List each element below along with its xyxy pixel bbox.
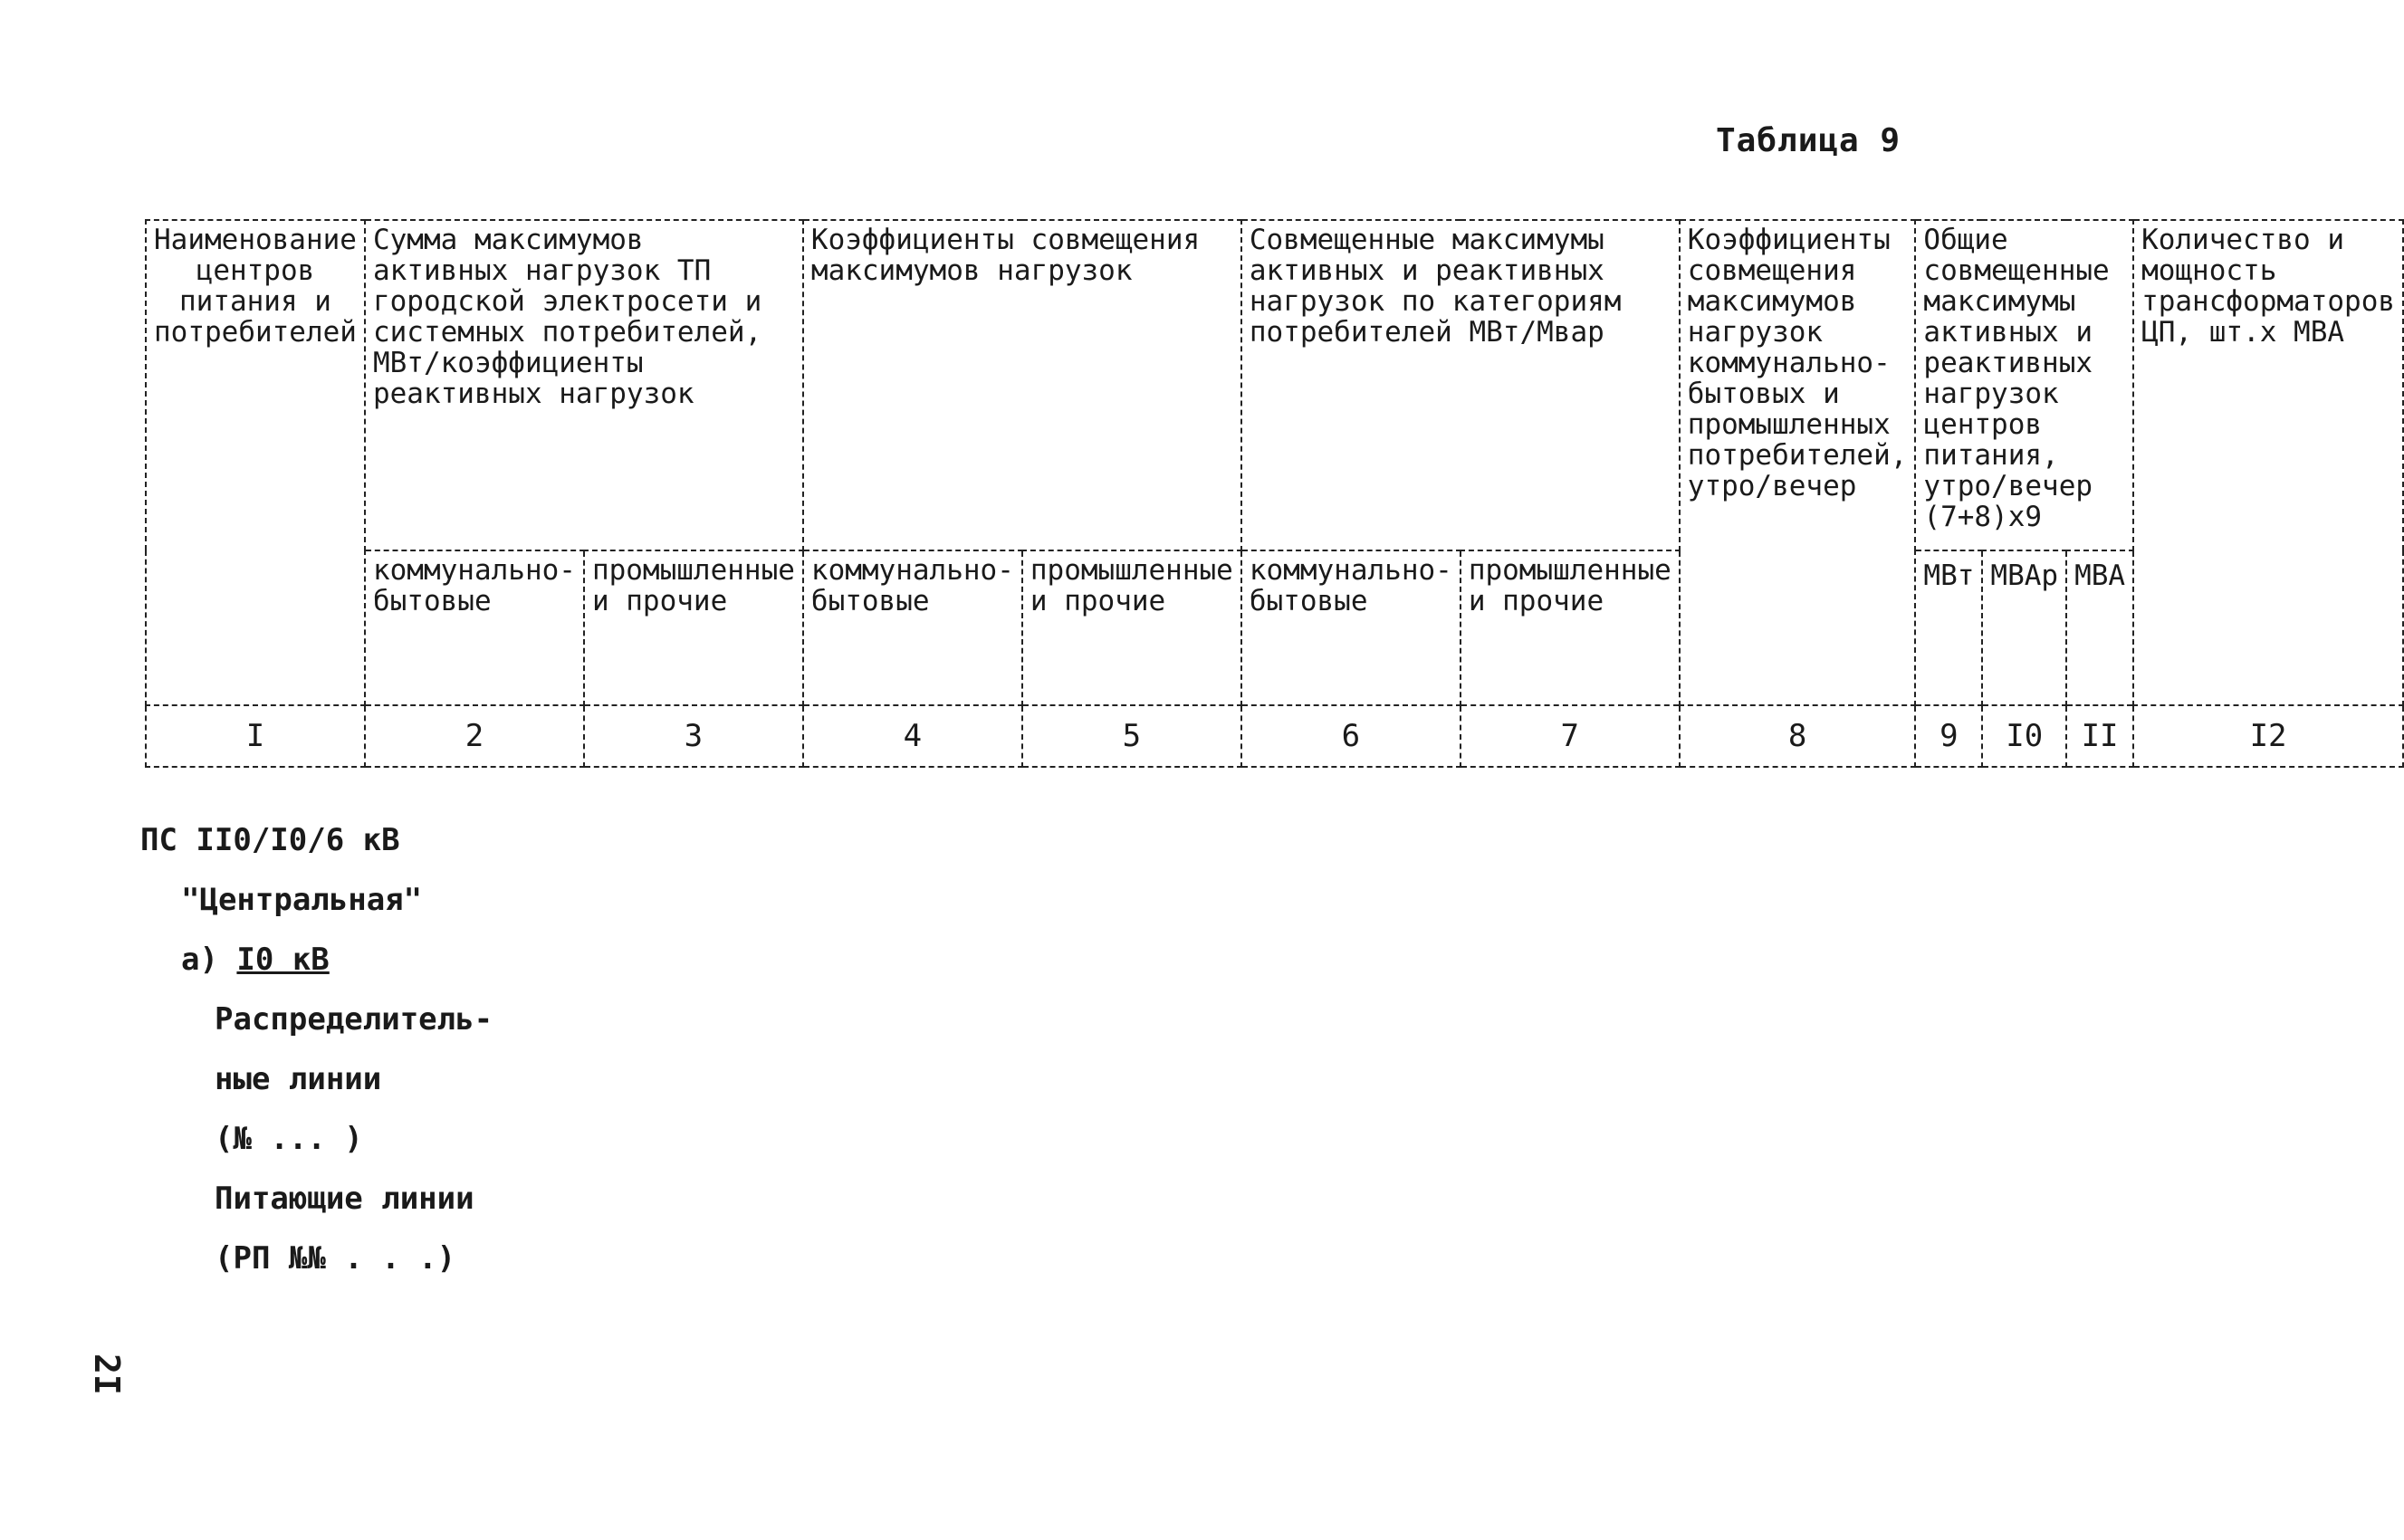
column-number: 6 [1241, 705, 1461, 767]
column-number: 3 [584, 705, 803, 767]
voltage-item-prefix: а) [181, 942, 237, 978]
voltage-item-value: I0 кВ [236, 942, 330, 978]
subheader-c2: коммунально-бытовые [365, 550, 584, 705]
subheader-c4: коммунально-бытовые [803, 550, 1022, 705]
column-number: 8 [1680, 705, 1916, 767]
substation-name: ПС II0/I0/6 кВ [140, 822, 400, 858]
substation-title: "Центральная" [181, 882, 423, 918]
subheader-c10: МВАр [1982, 550, 2066, 705]
subheader-c7: промышленные и прочие [1461, 550, 1680, 705]
distribution-lines-number: (№ ... ) [215, 1121, 363, 1157]
subheader-c6: коммунально-бытовые [1241, 550, 1461, 705]
column-number: I2 [2133, 705, 2403, 767]
column-number: I [146, 705, 365, 767]
header-c23: Сумма максимумов активных нагрузок ТП городской электросети и системных потребителей, МВт/коэффициенты реактивных нагрузок [365, 220, 803, 550]
distribution-lines-label-cont: ные линии [215, 1061, 382, 1097]
column-number: 7 [1461, 705, 1680, 767]
subheader-c9: МВт [1915, 550, 1982, 705]
header-c45: Коэффициенты совмещения максимумов нагрузок [803, 220, 1241, 550]
column-number-row [146, 705, 2403, 767]
column-number: I0 [1982, 705, 2066, 767]
voltage-item [140, 930, 493, 990]
column-number: 9 [1915, 705, 1982, 767]
subheader-c5: промышленные и прочие [1022, 550, 1241, 705]
column-number: II [2066, 705, 2133, 767]
feeder-lines-number: (РП №№ . . .) [215, 1240, 456, 1277]
subheader-c11: МВА [2066, 550, 2133, 705]
distribution-lines-label: Распределитель- [215, 1001, 493, 1038]
column-number: 4 [803, 705, 1022, 767]
subheader-c3: промышленные и прочие [584, 550, 803, 705]
header-c12: Количество и мощность трансформаторов ЦП, шт.х МВА [2133, 220, 2403, 705]
header-c91011: Общие совмещенные максимумы активных и реактивных нагрузок центров питания, утро/вечер (7+8)х9 [1915, 220, 2133, 550]
header-c67: Совмещенные максимумы активных и реактивных нагрузок по категориям потребителей МВт/Мвар [1241, 220, 1680, 550]
header-c1: Наименование центров питания и потребителей [146, 220, 365, 705]
subheader-row [146, 550, 2403, 705]
page-number: 2I [87, 1353, 127, 1395]
table-caption: Таблица 9 [1716, 122, 1901, 159]
body-text [140, 810, 493, 1288]
column-number: 5 [1022, 705, 1241, 767]
data-table [145, 219, 2404, 768]
feeder-lines-label: Питающие линии [215, 1181, 474, 1217]
header-c8: Коэффициенты совмещения максимумов нагрузок коммунально-бытовых и промышленных потребителей, утро/вечер [1680, 220, 1916, 705]
column-number: 2 [365, 705, 584, 767]
header-row [146, 220, 2403, 550]
